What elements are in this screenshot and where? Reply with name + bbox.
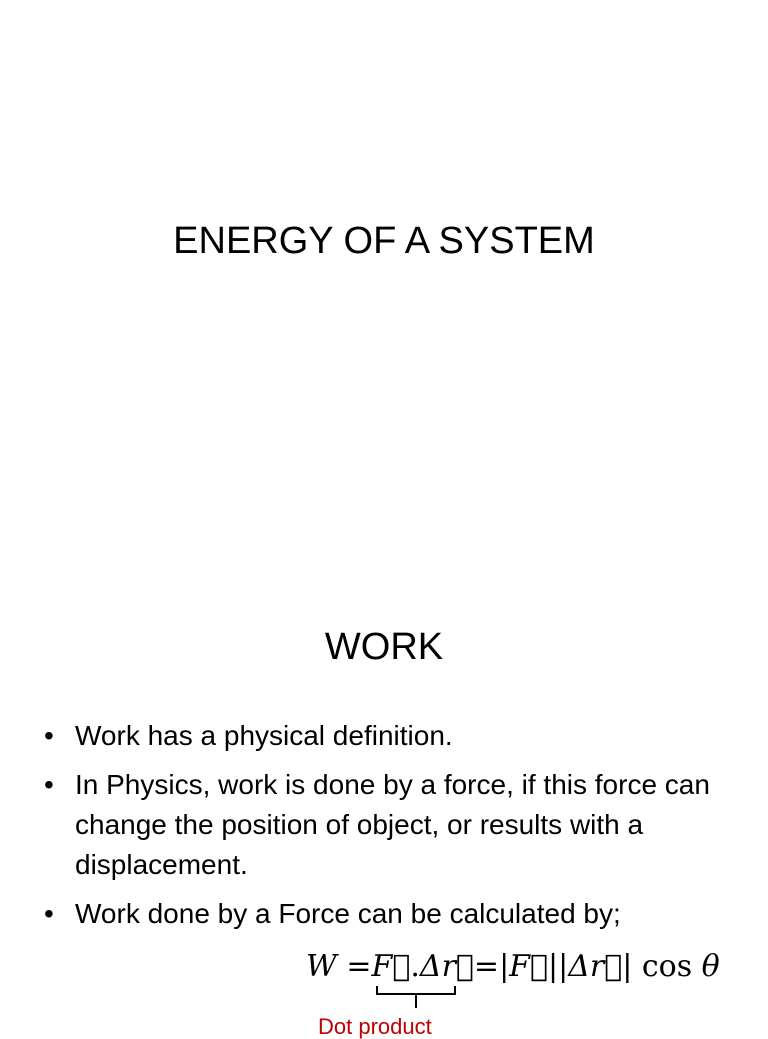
bullet-item xyxy=(44,716,734,756)
equation-equals: = xyxy=(336,949,372,984)
equation-cos: cos xyxy=(632,949,702,984)
equation-force: F⃗ xyxy=(371,949,411,984)
bullet-item xyxy=(44,765,734,885)
bullet-text: Work done by a Force can be calculated by; xyxy=(75,898,621,929)
bullet-text: Work has a physical definition. xyxy=(75,720,453,751)
slide-1-title: ENERGY OF A SYSTEM xyxy=(173,220,595,262)
bullet-list xyxy=(44,716,734,943)
equation-magnitudes: |F⃗||Δr⃗| xyxy=(499,949,633,984)
dot-product-annotation: Dot product xyxy=(318,1014,432,1039)
slide-2-title: WORK xyxy=(324,626,444,668)
bullet-icon: • xyxy=(44,898,54,929)
equation-equals-2: = xyxy=(473,949,500,984)
equation-theta: θ xyxy=(701,949,720,984)
bullet-text: In Physics, work is done by a force, if this force can change the position of object, or results with a displacement. xyxy=(75,769,710,880)
equation-displacement: Δr⃗ xyxy=(419,949,474,984)
equation-lhs: W xyxy=(306,949,337,984)
equation-dot: . xyxy=(410,949,420,984)
slide-work xyxy=(0,576,768,1039)
underbrace-icon xyxy=(376,985,456,1009)
bullet-item xyxy=(44,894,734,934)
bullet-icon: • xyxy=(44,720,54,751)
work-equation xyxy=(306,949,720,984)
bullet-icon: • xyxy=(44,769,54,800)
